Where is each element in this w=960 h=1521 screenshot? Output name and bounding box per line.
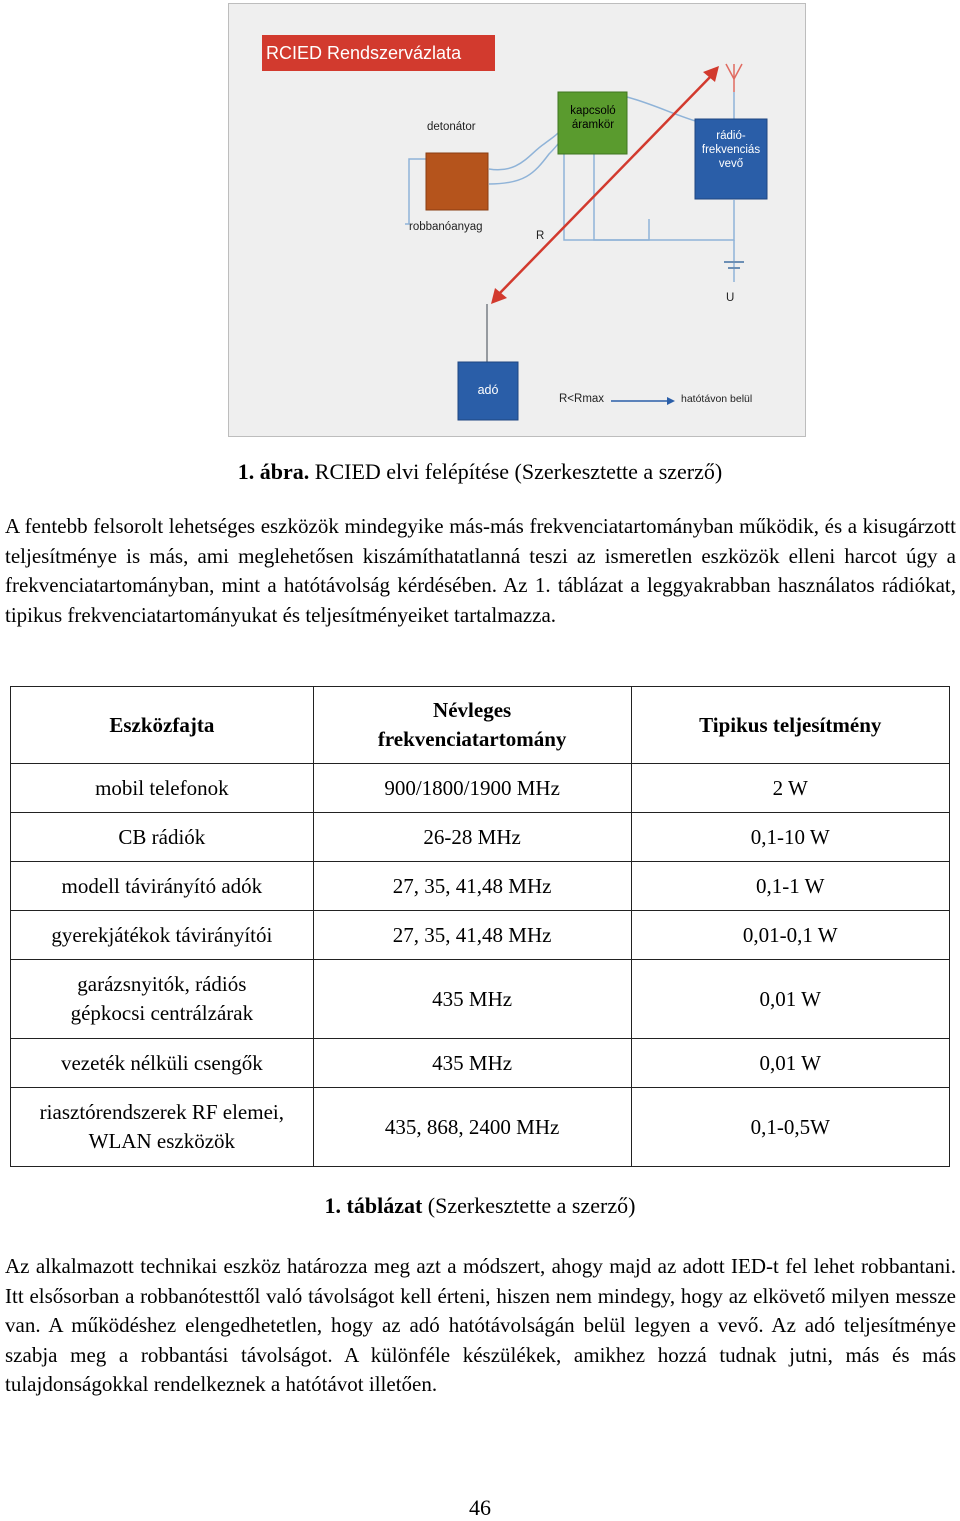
legend-arrow	[611, 397, 675, 405]
table-caption	[0, 1193, 960, 1219]
switch-circuit-label: kapcsoló áramkör	[570, 105, 616, 131]
rcied-diagram-figure	[228, 3, 806, 437]
cell-frequency: 435 MHz	[313, 960, 631, 1039]
cell-frequency: 26-28 MHz	[313, 813, 631, 862]
table-row	[11, 960, 950, 1039]
u-label: U	[726, 292, 735, 304]
cell-device: vezeték nélküli csengők	[11, 1039, 314, 1088]
table-caption-number: 1. táblázat	[324, 1193, 423, 1218]
wire-detonator-switch	[489, 122, 562, 170]
cell-device: riasztórendszerek RF elemei, WLAN eszközök	[11, 1088, 314, 1167]
cell-device: mobil telefonok	[11, 764, 314, 813]
cell-power: 2 W	[631, 764, 949, 813]
cell-power: 0,1-1 W	[631, 862, 949, 911]
table-row	[11, 911, 950, 960]
cell-device: CB rádiók	[11, 813, 314, 862]
in-range-label: hatótávon belül	[681, 393, 753, 405]
receiver-label: rádió- frekvenciás vevő	[701, 130, 761, 170]
table-row	[11, 862, 950, 911]
cell-frequency: 435, 868, 2400 MHz	[313, 1088, 631, 1167]
cell-power: 0,01 W	[631, 960, 949, 1039]
wire-to-battery	[594, 200, 734, 240]
cell-device: garázsnyitók, rádiós gépkocsi centrálzárak	[11, 960, 314, 1039]
cell-power: 0,1-0,5W	[631, 1088, 949, 1167]
transmitter-label: adó	[477, 383, 499, 397]
r-less-rmax-label: R<Rmax	[559, 393, 605, 405]
paragraph-detonation: Az alkalmazott technikai eszköz határozza meg azt a módszert, ahogy majd az adott IED-t fel lehet robbantani. Itt elsősorban a robbanótesttől való távolságot kell érteni, hiszen nem mindegy, hogy az elkövető milyen messze van. A működéshez elengedhetetlen, hogy az adó hatótávolságán belül legyen a vevő. Az adó teljesítménye szabja meg a robbantási távolságot. A különféle készülékek, amikhez hozzá tudnak jutni, más és más tulajdonságokkal rendelkeznek a hatótávot illetően.	[5, 1254, 956, 1396]
table-row	[11, 764, 950, 813]
header-device-type: Eszközfajta	[11, 687, 314, 764]
table-row	[11, 1088, 950, 1167]
header-power: Tipikus teljesítmény	[631, 687, 949, 764]
paragraph-intro: A fentebb felsorolt lehetséges eszközök mindegyike más-más frekvenciatartományban működik, és a kisugárzott teljesítménye is más, ami meglehetősen kiszámíthatatlanná teszi az ismeretlen eszközök elleni harcot úgy a frekvenciatartományban, mint a hatótávolság kérdésében. Az 1. táblázat a leggyakrabban használatos rádiókat, tipikus frekvenciatartományukat és teljesítményeiket tartalmazza.	[5, 514, 956, 627]
receiver-antenna-icon	[726, 64, 742, 92]
figure-caption-number: 1. ábra.	[237, 459, 310, 484]
cell-frequency: 435 MHz	[313, 1039, 631, 1088]
table-row	[11, 813, 950, 862]
detonator-box	[426, 153, 488, 210]
wire-switch-bottom	[564, 154, 594, 240]
cell-frequency: 27, 35, 41,48 MHz	[313, 911, 631, 960]
cell-power: 0,1-10 W	[631, 813, 949, 862]
figure-caption-text: RCIED elvi felépítése (Szerkesztette a szerző)	[309, 459, 723, 484]
detonator-label: detonátor	[427, 121, 476, 133]
figure-title: RCIED Rendszervázlata	[262, 35, 495, 71]
r-label: R	[536, 230, 545, 242]
cell-device: gyerekjátékok távirányítói	[11, 911, 314, 960]
table-header-row	[11, 687, 950, 764]
cell-frequency: 27, 35, 41,48 MHz	[313, 862, 631, 911]
cell-device: modell távirányító adók	[11, 862, 314, 911]
figure-caption	[0, 459, 960, 485]
cell-frequency: 900/1800/1900 MHz	[313, 764, 631, 813]
page-number: 46	[469, 1495, 491, 1520]
table-caption-text: (Szerkesztette a szerző)	[422, 1193, 636, 1218]
frequency-table	[10, 686, 950, 1167]
cell-power: 0,01 W	[631, 1039, 949, 1088]
header-frequency: Névleges frekvenciatartomány	[313, 687, 631, 764]
explosive-label: robbanóanyag	[409, 221, 483, 233]
table-row	[11, 1039, 950, 1088]
cell-power: 0,01-0,1 W	[631, 911, 949, 960]
